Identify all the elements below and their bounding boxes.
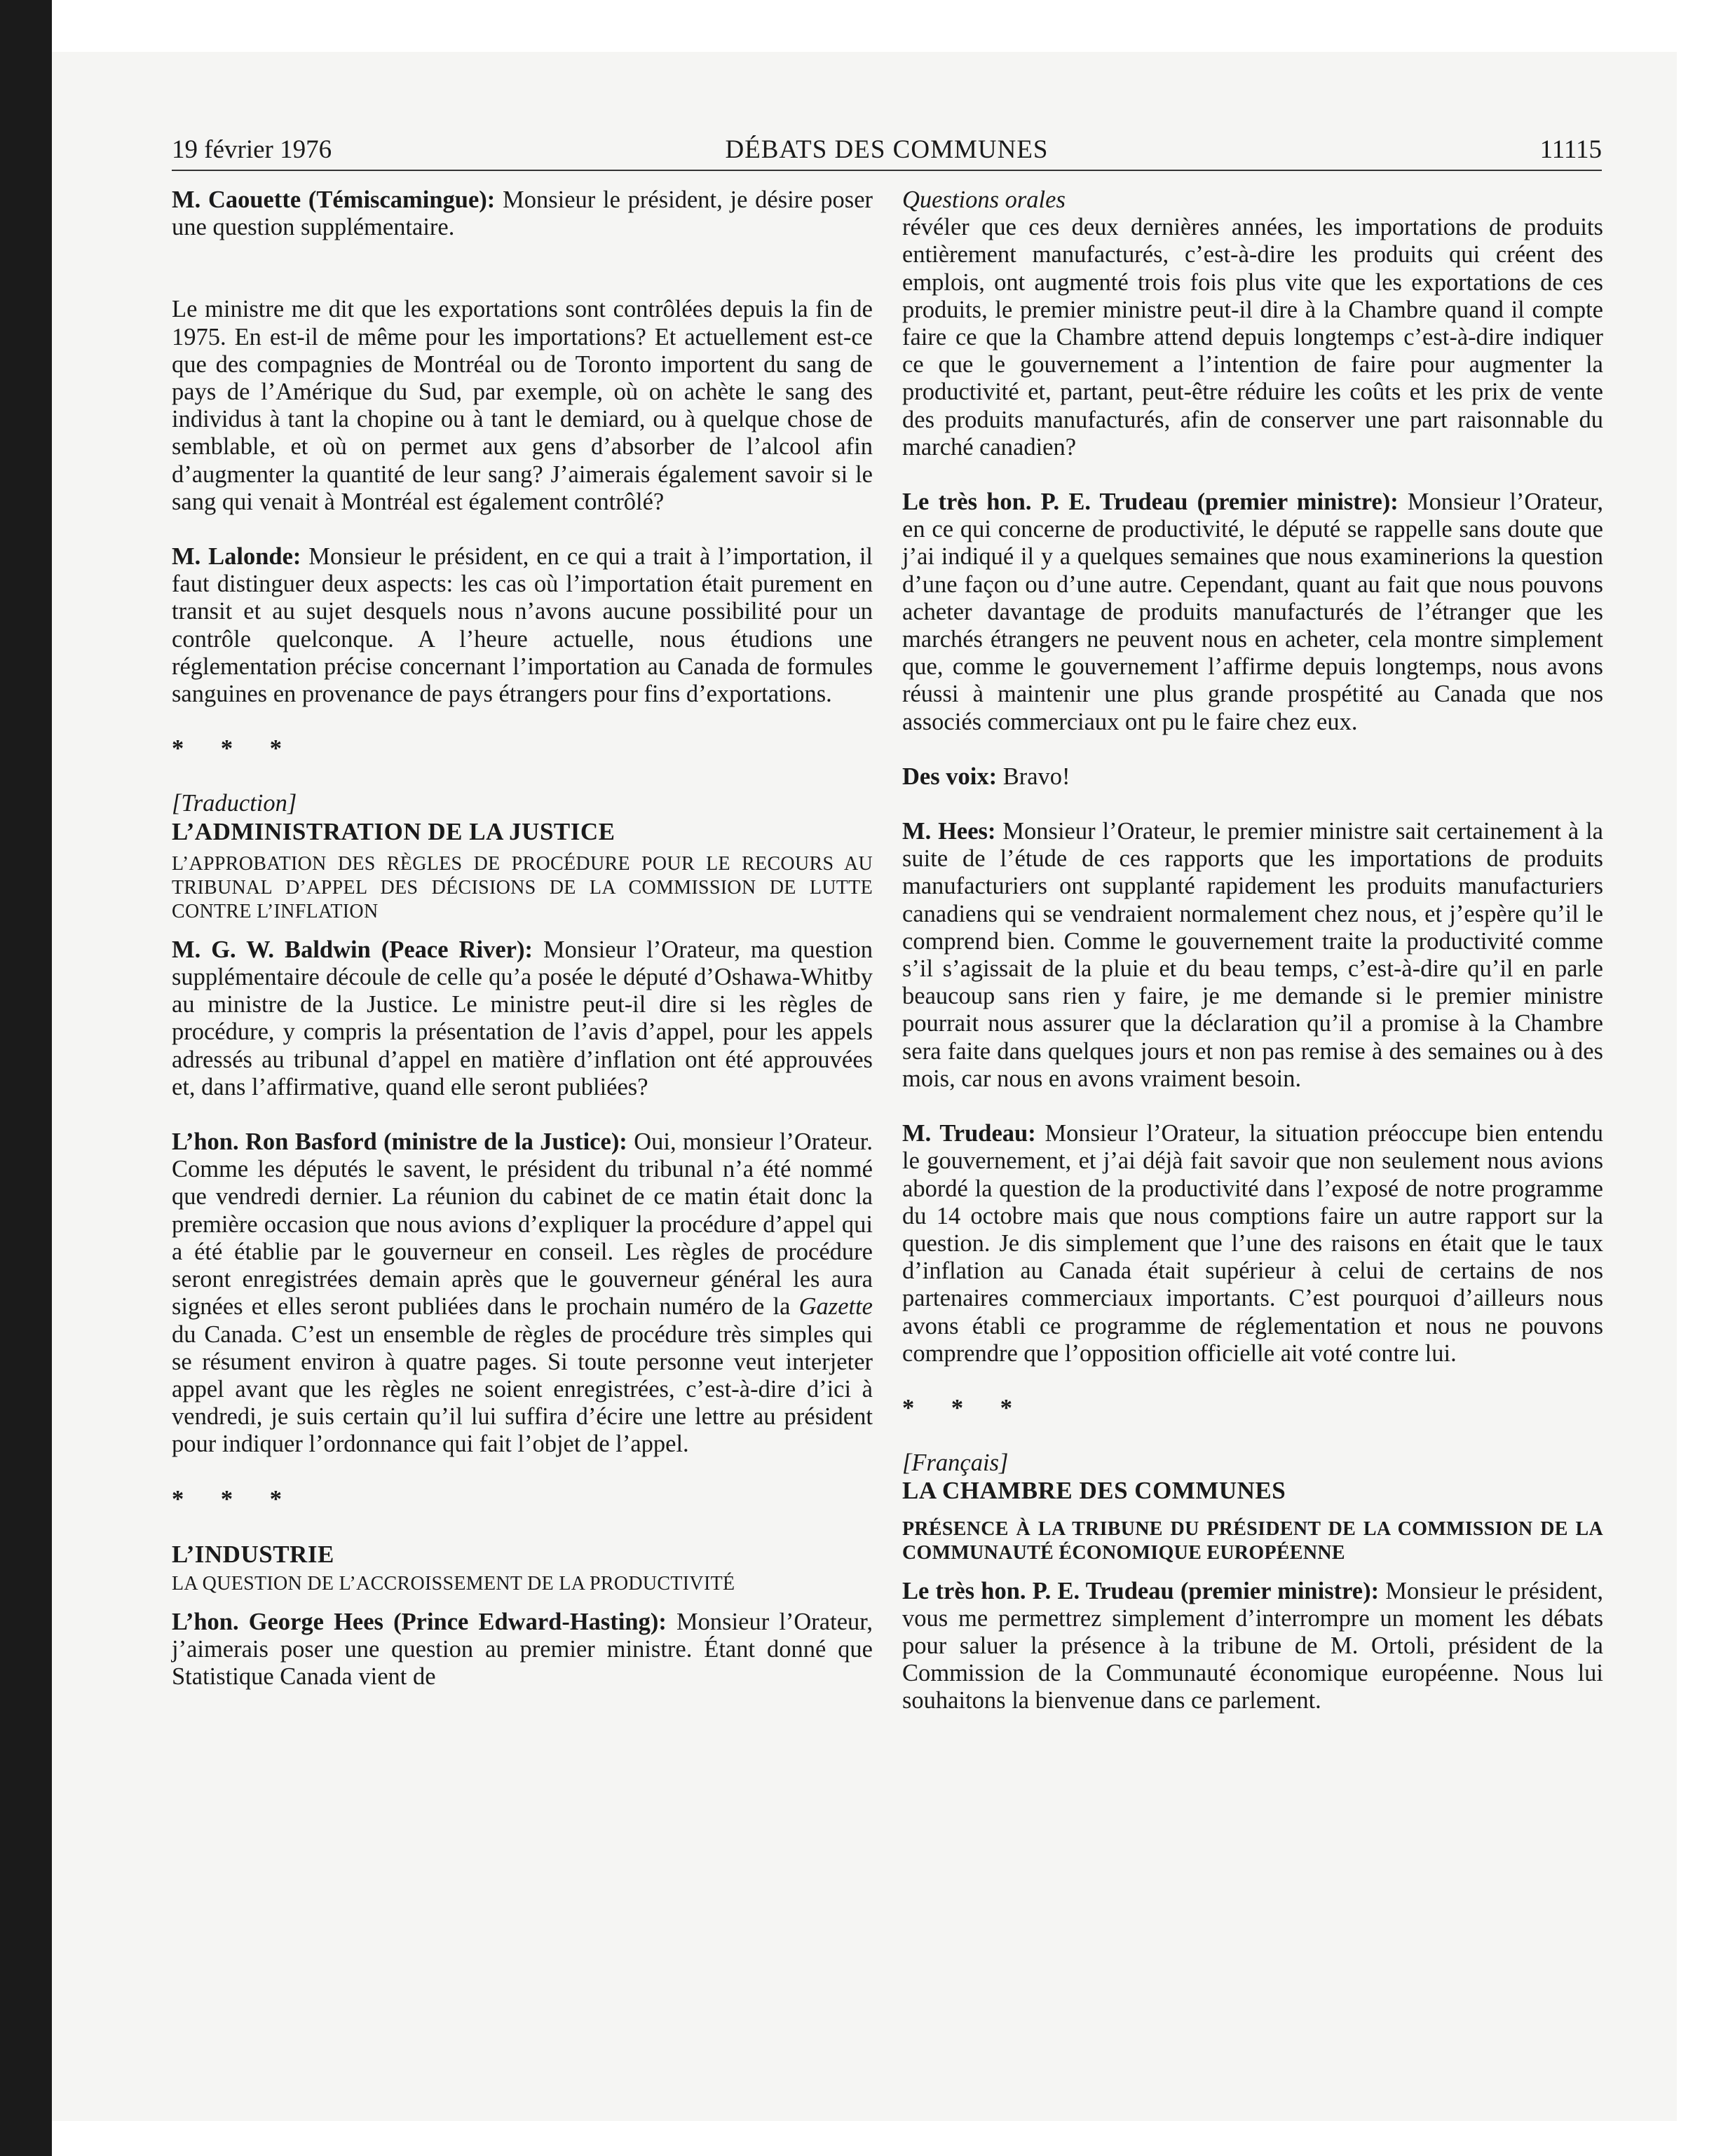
paragraph: Le très hon. P. E. Trudeau (premier ministre): Monsieur le président, vous me permettrez simplement d’interrompre un moment les débats pour saluer la présence à la tribune de M. Ortoli, président de la Commission de la Communauté économique européenne. Nous lui souhaitons la bienvenue dans ce parlement. [902,1577,1603,1714]
paragraph: M. Hees: Monsieur l’Orateur, le premier ministre sait certainement à la suite de l’étude de ces rapports que les importations de produits manufacturiers ont supplanté rapidement les produits manufacturiers canadiens qui se vendraient normalement chez nous, et j’espère qu’il le comprend bien. Comme le gouvernement traite la productivité comme s’il s’agissait de la pluie et du beau temps, c’est-à-dire qu’il en parle beaucoup sans rien y faire, je me demande si le premier ministre pourrait nous assurer que la déclaration qu’il a promise à la Chambre sera faite dans quelques jours et non pas remise à des semaines ou à des mois, car nous en avons vraiment besoin. [902,818,1603,1092]
section-heading: LA CHAMBRE DES COMMUNES [902,1477,1286,1505]
speaker: M. Trudeau: [902,1120,1036,1147]
scan-margin [52,0,1735,52]
speaker: M. Lalonde: [172,543,301,571]
section-subheading: L’APPROBATION DES RÈGLES DE PROCÉDURE POUR LE RECOURS AU TRIBUNAL D’APPEL DES DÉCISIONS DE LA COMMISSION DE LUTTE CONTRE L’INFLATION [172,852,873,922]
section-separator: * * * [172,1485,297,1513]
speaker: Des voix: [902,763,998,790]
section-heading: L’ADMINISTRATION DE LA JUSTICE [172,817,615,845]
paragraph: Le très hon. P. E. Trudeau (premier ministre): Monsieur l’Orateur, en ce qui concerne de productivité, le député se rappelle sans doute que j’ai indiqué il y a quelques semaines que nous examinerions la question d’une façon ou d’une autre. Cependant, quant au fait que nous pouvons acheter davantage de produits manufacturés de l’étranger que les marchés étrangers ne peuvent nous en acheter, cela montre simplement que, comme le gouvernement l’affirme depuis longtemps, nous avons réussi à maintenir une plus grande prospétité au Canada que nos associés commerciaux ont pu le faire chez eux. [902,489,1603,735]
section-subheading: LA QUESTION DE L’ACCROISSEMENT DE LA PRODUCTIVITÉ [172,1572,735,1595]
paragraph: Le ministre me dit que les exportations sont contrôlées depuis la fin de 1975. En est-il de même pour les importations? Et actuellement est-ce que des compagnies de Montréal ou de Toronto importent du sang de pays de l’Amérique du Sud, par exemple, où on achète le sang des individus à tant la chopine ou à tant le demiard, ou à quelque chose de semblable, et où on permet aux gens d’absorber de l’alcool afin d’augmenter la quantité de leur sang? J’aimerais également savoir si le sang qui venait à Montréal est également contrôlé? [172,296,873,515]
paragraph: M. G. W. Baldwin (Peace River): Monsieur l’Orateur, ma question supplémentaire découle de celle qu’a posée le député d’Oshawa-Whitby au ministre de la Justice. Le ministre peut-il dire si les règles de procédure, y compris la présentation de l’avis d’appel, pour les appels adressés au tribunal d’appel en matière d’inflation ont été approuvées et, dans l’affirmative, quand elle seront publiées? [172,936,873,1100]
language-tag: [Traduction] [172,790,297,817]
left-column [172,186,873,1691]
speaker: M. Hees: [902,818,996,845]
scan-edge [0,0,52,2156]
right-column [902,186,1603,1715]
header-title: DÉBATS DES COMMUNES [725,135,1049,164]
speaker: M. G. W. Baldwin (Peace River): [172,936,533,963]
speaker: L’hon. George Hees (Prince Edward-Hasting): [172,1608,667,1635]
running-head: Questions orales [902,186,1066,213]
header-date: 19 février 1976 [172,135,332,164]
section-heading: L’INDUSTRIE [172,1540,334,1568]
speaker: Le très hon. P. E. Trudeau (premier ministre): [902,489,1399,516]
speaker: L’hon. Ron Basford (ministre de la Justice): [172,1128,627,1156]
section-separator: * * * [172,735,297,763]
speaker: M. Caouette (Témiscamingue): [172,186,496,213]
section-subheading: PRÉSENCE À LA TRIBUNE DU PRÉSIDENT DE LA COMMISSION DE LA COMMUNAUTÉ ÉCONOMIQUE EUROPÉENNE [902,1517,1603,1564]
paragraph: M. Trudeau: Monsieur l’Orateur, la situation préoccupe bien entendu le gouvernement, et j’ai déjà fait savoir que non seulement nous avions abordé la question de la productivité dans l’exposé de notre programme du 14 octobre mais que nous comptions faire un autre rapport sur la question. Je dis simplement que l’une des raisons en était que le taux d’inflation au Canada était supérieur à celui de certains de nos partenaires commerciaux importants. C’est pourquoi d’ailleurs nous avons établi ce programme de réglementation et nous ne pouvons comprendre que l’opposition officielle ait voté contre lui. [902,1120,1603,1367]
language-tag: [Français] [902,1449,1009,1477]
page-header [172,135,1602,171]
paragraph: M. Lalonde: Monsieur le président, en ce qui a trait à l’importation, il faut distinguer deux aspects: les cas où l’importation était purement en transit et au sujet desquels nous n’avons aucune possibilité pour un contrôle quelconque. A l’heure actuelle, nous étudions une réglementation précise concernant l’importation au Canada de formules sanguines en provenance de pays étrangers pour fins d’exportations. [172,543,873,708]
paragraph: L’hon. Ron Basford (ministre de la Justice): Oui, monsieur l’Orateur. Comme les députés le savent, le président du tribunal n’a été nommé que vendredi dernier. La réunion du cabinet de ce matin était donc la première occasion que nous avions d’expliquer la procédure d’appel qui a été établie par le gouverneur en conseil. Les règles de procédure seront enregistrées demain après que le gouverneur général les aura signées et elles seront publiées dans le prochain numéro de la Gazette du Canada. C’est un ensemble de règles de procédure très simples qui se résument environ à quatre pages. Si toute personne veut interjeter appel avant que les règles ne soient enregistrées, c’est-à-dire d’ici à vendredi, je suis certain qu’il lui suffira d’écire une lettre au président pour indiquer l’ordonnance qui fait l’objet de l’appel. [172,1128,873,1458]
paragraph: Des voix: Bravo! [902,763,1070,790]
speaker: Le très hon. P. E. Trudeau (premier ministre): [902,1577,1380,1604]
section-separator: * * * [902,1394,1028,1421]
header-page-number: 11115 [1539,135,1602,164]
paragraph: révéler que ces deux dernières années, les importations de produits entièrement manufacturés, c’est-à-dire les produits qui créent des emplois, ont augmenté trois fois plus vite que les exportations de ces produits, le premier ministre peut-il dire à la Chambre quand il compte faire ce que la Chambre attend depuis longtemps c’est-à-dire indiquer ce que le gouvernement a l’intention de faire pour augmenter la productivité et, partant, peut-être réduire les coûts et les prix de vente des produits manufacturés, afin de conserver une part raisonnable du marché canadien? [902,214,1603,460]
paragraph: L’hon. George Hees (Prince Edward-Hasting): Monsieur l’Orateur, j’aimerais poser une question au premier ministre. Étant donné que Statistique Canada vient de [172,1608,873,1691]
paragraph: M. Caouette (Témiscamingue): Monsieur le président, je désire poser une question supplémentaire. [172,186,873,241]
